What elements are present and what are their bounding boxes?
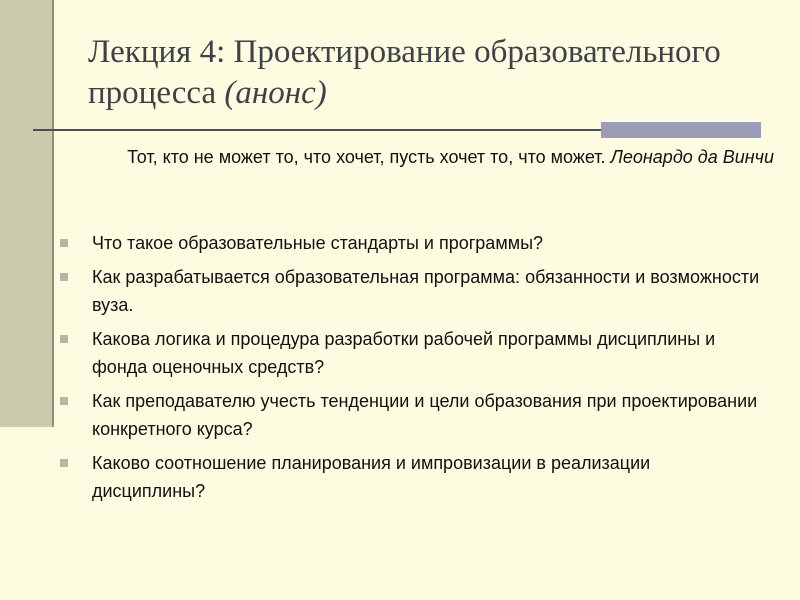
quote-author: Леонардо да Винчи (610, 147, 774, 167)
slide-title-sub: (анонс) (224, 75, 327, 111)
square-bullet-icon (60, 459, 68, 467)
square-bullet-icon (60, 273, 68, 281)
bullet-text: Что такое образовательные стандарты и программы? (92, 233, 544, 253)
slide-title (88, 32, 778, 114)
square-bullet-icon (60, 239, 68, 247)
slide-title-main: Лекция 4: Проектирование образовательного процесса (88, 34, 721, 111)
title-divider-accent-bar (601, 122, 761, 138)
bullet-list (58, 229, 768, 511)
bullet-item-5 (58, 449, 768, 505)
bullet-text: Как преподавателю учесть тенденции и цели образования при проектировании конкретного курса? (92, 391, 758, 439)
title-divider-line (33, 129, 601, 131)
epigraph-quote (78, 144, 774, 170)
bullet-item-3 (58, 325, 768, 381)
square-bullet-icon (60, 335, 68, 343)
bullet-item-4 (58, 387, 768, 443)
square-bullet-icon (60, 397, 68, 405)
bullet-text: Как разрабатывается образовательная программа: обязанности и возможности вуза. (92, 267, 760, 315)
left-band-edge-line (52, 0, 54, 427)
quote-text: Тот, кто не может то, что хочет, пусть хочет то, что может. (127, 147, 606, 167)
bullet-text: Каково соотношение планирования и импровизации в реализации дисциплины? (92, 453, 651, 501)
left-decorative-band (0, 0, 52, 427)
bullet-item-2 (58, 263, 768, 319)
bullet-text: Какова логика и процедура разработки рабочей программы дисциплины и фонда оценочных средств? (92, 329, 716, 377)
bullet-item-1 (58, 229, 768, 257)
